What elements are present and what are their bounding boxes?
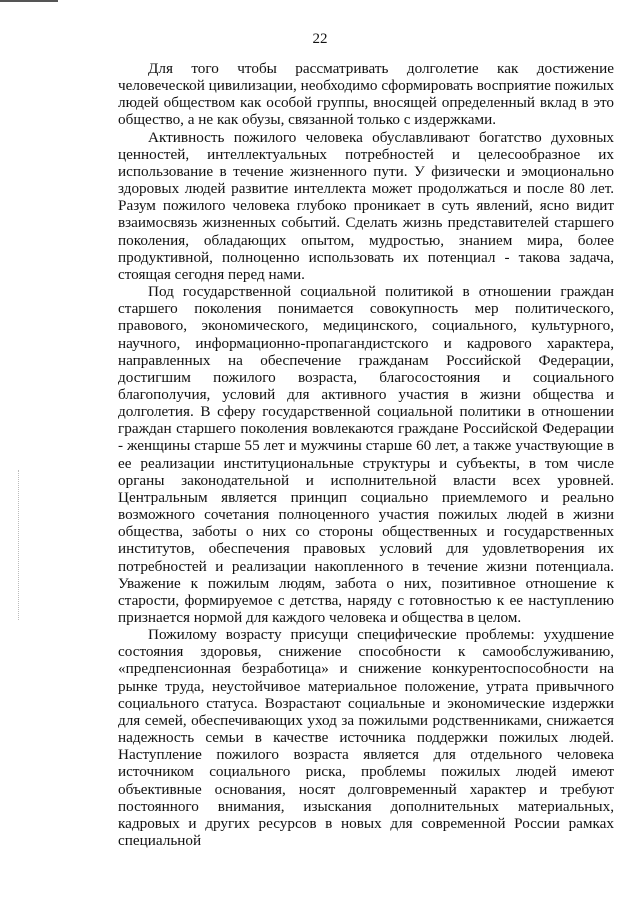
- paragraph-3: Под государственной социальной политикой в отношении граждан старшего поколения понимается совокупность мер политического, правового, экономического, медицинского, социального, культурного, научного, информационно-пропагандистского и кадрового характера, направленных на обеспечение гражданам Российской Федерации, достигшим пожилого возраста, благосостояния и социального благополучия, условий для активного участия в жизни общества и долголетия. В сферу государственной социальной политики в отношении граждан старшего поколения вовлекаются граждане Российской Федерации - женщины старше 55 лет и мужчины старше 60 лет, а также участвующие в ее реализации институциональные структуры и субъекты, в том числе органы законодательной и исполнительной власти всех уровней. Центральным является принцип социально приемлемого и реально возможного сочетания полноценного участия пожилых людей в жизни общества, заботы о них со стороны общественных и государственных институтов, обеспечения правовых условий для удовлетворения их потребностей и реализации накопленного в течение жизни потенциала. Уважение к пожилым людям, забота о них, позитивное отношение к старости, формируемое с детства, наряду с готовностью к ее наступлению признается нормой для каждого человека и общества в целом.: [118, 283, 614, 626]
- document-body: [118, 60, 614, 849]
- paragraph-4: Пожилому возрасту присущи специфические проблемы: ухудшение состояния здоровья, снижение способности к самообслуживанию, «предпенсионная безработица» и снижение конкурентоспособности на рынке труда, неустойчивое материальное положение, утрата привычного социального статуса. Возрастают социальные и экономические издержки для семей, обеспечивающих уход за пожилыми родственниками, снижается надежность семьи в качестве источника поддержки пожилых людей. Наступление пожилого возраста является для отдельного человека источником социального риска, проблемы пожилых людей имеют объективные основания, носят долговременный характер и требуют постоянного внимания, изыскания дополнительных материальных, кадровых и других ресурсов в новых для современной России рамках специальной: [118, 626, 614, 850]
- page-number: 22: [312, 31, 328, 47]
- top-edge-rule: [0, 0, 58, 2]
- paragraph-1: Для того чтобы рассматривать долголетие как достижение человеческой цивилизации, необходимо сформировать восприятие пожилых людей обществом как особой группы, вносящей определенный вклад в это общество, а не как обузы, связанной только с издержками.: [118, 60, 614, 129]
- scan-margin-marks: [18, 470, 23, 620]
- paragraph-2: Активность пожилого человека обуславливают богатство духовных ценностей, интеллектуальных потребностей и целесообразное их использование в течение жизненного пути. У физически и эмоционально здоровых людей развитие интеллекта может продолжаться и после 80 лет. Разум пожилого человека глубоко проникает в суть явлений, ясно видит взаимосвязь жизненных событий. Сделать жизнь представителей старшего поколения, обладающих опытом, мудростью, знанием мира, более продуктивной, полноценно использовать их потенциал - такова задача, стоящая сегодня перед нами.: [118, 128, 614, 283]
